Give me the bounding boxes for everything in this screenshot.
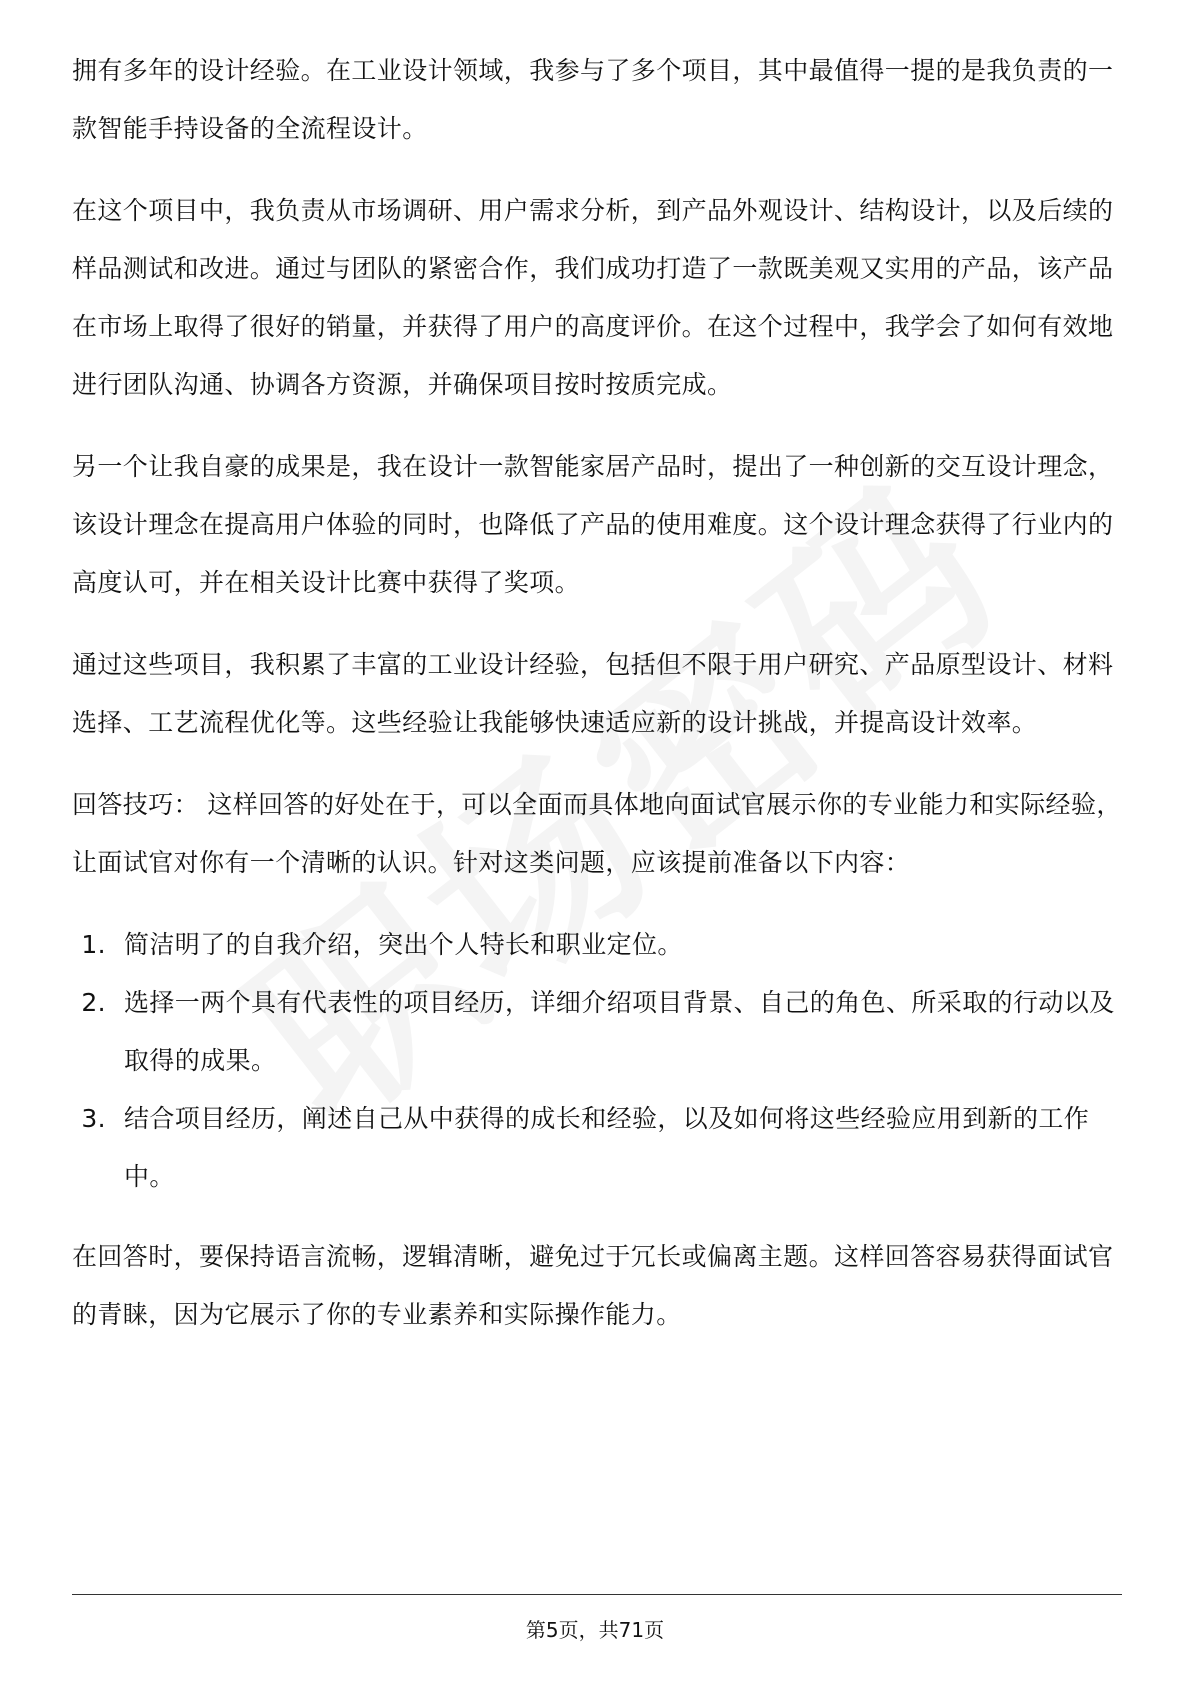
paragraph-answer-tips: 回答技巧： 这样回答的好处在于，可以全面而具体地向面试官展示你的专业能力和实际经验，让面试官对你有一个清晰的认识。针对这类问题，应该提前准备以下内容：: [72, 790, 1122, 877]
paragraph-experience-intro: 拥有多年的设计经验。在工业设计领域，我参与了多个项目，其中最值得一提的是我负责的一款智能手持设备的全流程设计。: [72, 56, 1114, 143]
tips-list: [72, 916, 1122, 1206]
list-item: [72, 916, 1122, 974]
list-item-text: 结合项目经历，阐述自己从中获得的成长和经验，以及如何将这些经验应用到新的工作中。: [124, 1104, 1090, 1191]
list-item: [72, 974, 1122, 1090]
paragraph-project-handheld: 在这个项目中，我负责从市场调研、用户需求分析，到产品外观设计、结构设计，以及后续的样品测试和改进。通过与团队的紧密合作，我们成功打造了一款既美观又实用的产品，该产品在市场上取得了很好的销量，并获得了用户的高度评价。在这个过程中，我学会了如何有效地进行团队沟通、协调各方资源，并确保项目按时按质完成。: [72, 196, 1114, 399]
list-item-number: 3.: [81, 1104, 106, 1133]
paragraph-closing: 在回答时，要保持语言流畅，逻辑清晰，避免过于冗长或偏离主题。这样回答容易获得面试官的青睐，因为它展示了你的专业素养和实际操作能力。: [72, 1242, 1114, 1329]
list-item-number: 2.: [81, 988, 106, 1017]
list-item-text: 选择一两个具有代表性的项目经历，详细介绍项目背景、自己的角色、所采取的行动以及取得的成果。: [124, 988, 1115, 1075]
page-content: [72, 42, 1122, 1368]
paragraph-project-smart-home: 另一个让我自豪的成果是，我在设计一款智能家居产品时，提出了一种创新的交互设计理念，该设计理念在提高用户体验的同时，也降低了产品的使用难度。这个设计理念获得了行业内的高度认可，并在相关设计比赛中获得了奖项。: [72, 452, 1114, 597]
footer-divider: [72, 1594, 1122, 1595]
list-item: [72, 1090, 1122, 1206]
paragraph-experience-summary: 通过这些项目，我积累了丰富的工业设计经验，包括但不限于用户研究、产品原型设计、材料选择、工艺流程优化等。这些经验让我能够快速适应新的设计挑战，并提高设计效率。: [72, 650, 1114, 737]
list-item-number: 1.: [81, 930, 106, 959]
list-item-text: 简洁明了的自我介绍，突出个人特长和职业定位。: [124, 930, 683, 959]
page-number: 第5页，共71页: [525, 1618, 665, 1642]
